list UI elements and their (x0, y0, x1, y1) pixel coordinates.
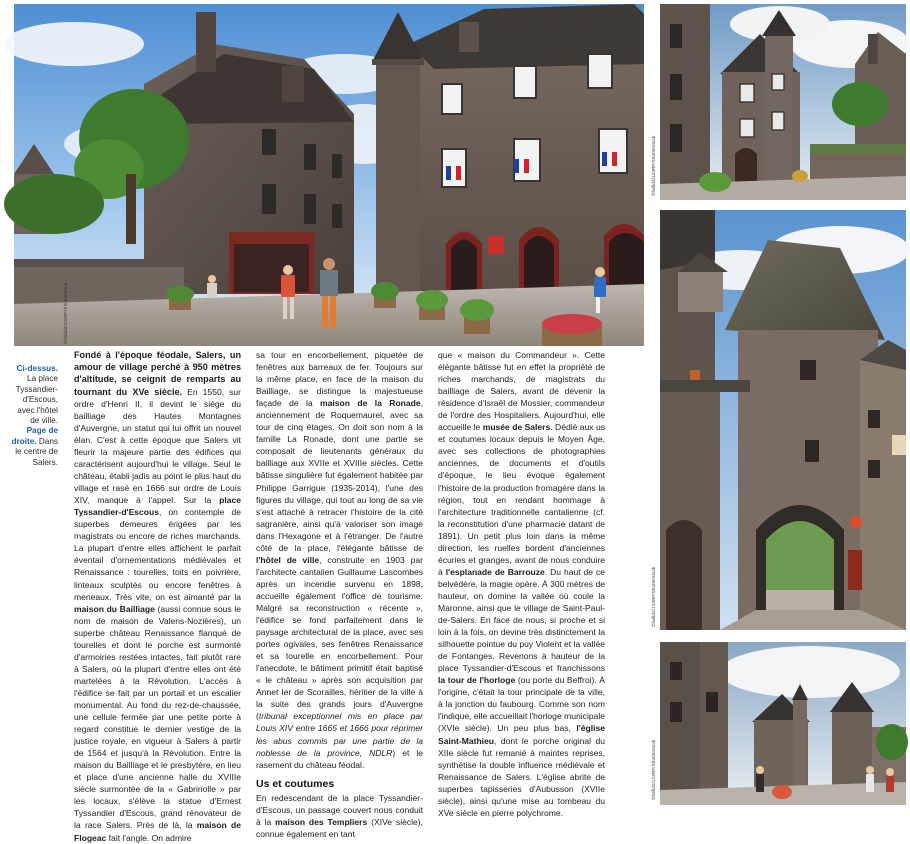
caption-right-text: Dans le centre de Salers. (15, 436, 58, 467)
article-column-1 (74, 349, 241, 844)
col2-text-2: , anciennement de Roquemaurel, avec sa tour de cinq étages. On doit son nom à la famille La Ronade, dont une partie se composait de lieutenants généraux du bailliage aux XVIIe et XVIIIe siècles. Cette bâtisse singulière fut également habitée par Philippe Garrigue (1935-2014), l'une des figures du village, qui tout au long de sa vie s'est attaché à retracer l'histoire de la cité sagranière, ainsi qu'à valoriser son image dans l'Hexagone et à l'étranger. De l'autre côté de la place, l'élégante bâtisse de (256, 398, 423, 553)
tour-horloge-name: la tour de l'horloge (438, 675, 516, 686)
col2-text-1: sa tour en encorbellement, piquetée de fenêtres aux barreaux de fer. Toujours sur la même place, en face de la maison du Bailliage, se distingue la majestueuse façade de la (256, 350, 423, 409)
caption-right-label: Page de droite. (11, 426, 58, 446)
col3-text-1: que « maison du Commandeur ». Cette élégante bâtisse fut en effet la propriété de riches marchands, de magistrats du bailliage de Salers, avant de devenir la résidence d'Israël de Mossier, commandeur de l'ordre des Hospitaliers. Aujourd'hui, elle accueille le (438, 350, 605, 433)
photo-credit-right-top: ©hafid2/123RF/Shutterstock (651, 135, 656, 196)
photo-salers-square-bottom (660, 642, 906, 805)
col3-text-2: . Dédié aux us et coutumes locaux depuis le Moyen Âge, avec ses collections de photographies anciennes, de documents et d'outils d'époque, le lieu évoque également l'histoire de la production fromagère dans la région, tout en rendant hommage à l'architecture traditionnelle cantalienne (cf. la reconstitution d'une pharmacie datant de 1891). Un petit plus loin dans la même direction, les ruelles bordent d'anciennes écuries et granges, avant de nous conduire à (438, 422, 605, 577)
maison-flogeac-name: maison de Flogeac (74, 820, 241, 843)
subheading-us-et-coutumes: Us et coutumes (256, 777, 335, 790)
col2-text-5: En redescendant de la place Tyssandier-d'Escous, un passage couvert nous conduit à la (256, 792, 423, 827)
hotel-ville-name: l'hôtel de ville (256, 554, 320, 565)
col3-text-4: (ou porte du Beffroi). À l'origine, c'était la tour principale de la ville, à la jonction du faubourg. Comme son nom l'indique, elle accueillait l'horloge municipale (XVIe siècle). Un peu plus bas, (438, 675, 605, 734)
col1-text-2: , on contemple de superbes demeures érigées par les magistrats ou encore de riches marchands. La plupart d'entre elles affichent le parfait éventail d'ornementations médiévales et Renaissance : tourelles, toits en poivrière, linteaux sculptés ou encore fenêtres à meneaux. Très vite, on est aimanté par la (74, 507, 241, 602)
eglise-saint-mathieu-name: l'église Saint-Mathieu (438, 723, 605, 746)
col2-text-6: (XIVe siècle), connue également en tant (256, 816, 423, 839)
caption-above-label: Ci-dessus. (16, 364, 58, 373)
caption-above-text: La place Tyssandier-d'Escous, avec l'hôtel de ville. (15, 374, 58, 426)
photo-caption (10, 364, 58, 468)
maison-ronade-name: maison de la Ronade (320, 398, 421, 409)
col3-text-5: , dont le porche original du XIIe siècle fut remanié à maintes reprises, synthétise la double influence médiévale et Renaissance de Salers. L'église abrite de superbes tapisseries d'Aubusson (XVIIe siècle), ainsi qu'une mise au tombeau du XVe siècle en pierre polychrome. (438, 735, 605, 818)
photo-credit-right-middle: ©hafid2/123RF/Shutterstock (651, 566, 656, 627)
article-column-2 (256, 349, 423, 840)
col2-text-3: , construite en 1903 par l'architecte cantalien Guillaume Lascombes après un incendie survenu en 1898, accueille également l'office de tourisme. Malgré sa reconstruction « récente », l'édifice se fond parfaitement dans le paysage architectural de la place, avec ses portes ogivales, ses fenêtres Renaissance et sa tourelle en encorbellement. Pour l'anecdote, le bâtiment primitif était baptisé « le château » après son acquisition par Annet Ier de Scorailles, héritier de la ville à la suite des grands jours d'Auvergne ( (256, 554, 423, 722)
col2-text-4: ) et le rasement du château féodal. (256, 747, 423, 770)
esplanade-barrouze-name: l'esplanade de Barrouze (445, 566, 545, 577)
col1-text-3: (aussi connue sous le nom de maison de Valens-Nozières), un superbe château Renaissance flanqué de tourelles et dont le porche est surmonté d'armoiries restées intactes, fait plutôt rare à Salers, où la plupart d'entre elles ont été martelées à la Révolution. L'accès à l'édifice se fait par un portail et un escalier monumental. Au fond du rez-de-chaussée, une cellule fermée par une petite porte à regard constitue le dernier vestige de la justice royale, en vigueur à Salers à partir de 1564 et jusqu'à la Révolution. Entre la maison du Bailliage et le presbytère, en lieu et place d'une ancienne halle du XVIIIe siècle surmontée de la « Gabrinolle » par les locaux, s'élève la statue d'Ernest Tyssandier d'Escous, grand rénovateur de la race Salers. Près de là, la (74, 603, 241, 831)
place-tyssandier-link: place Tyssandier-d'Escous (74, 495, 241, 518)
photo-salers-tower-street (660, 4, 906, 200)
photo-tour-de-l-horloge (660, 210, 906, 630)
col1-text-4: fait l'angle. On admire (106, 832, 192, 843)
main-photo-place-tyssandier (14, 4, 644, 346)
photo-credit-main: ©Hafid2/123RF/Shutterstock (63, 282, 68, 344)
col1-text-1: En 1550, sur ordre d'Henri II, il devint le siège du bailliage des Hautes Montagnes d'Auvergne, un statut qui lui offrit un nouvel élan. C'est à cette époque que Salers vit fleurir la majeure partie des édifices qui caractérisent aujourd'hui le village. Seul le château, établi jadis au point le plus haut du village et rasé en 1666 sur ordre de Louis XIV, manque à l'appel. Sur la (74, 386, 242, 506)
maison-bailliage-name: maison du Bailliage (74, 603, 155, 614)
maison-templiers-name: maison des Templiers (275, 816, 368, 827)
col2-italic-note: tribunal exceptionnel mis en place par Louis XIV entre 1665 et 1666 pour réprimer les abus commis par une partie de la noblesse de la province, NDLR (256, 711, 423, 758)
musee-salers-name: musée de Salers (482, 422, 551, 433)
article-lead: Fondé à l'époque féodale, Salers, un amour de village perché à 950 mètres d'altitude, se ceignit de remparts au tournant du XVe siècle. (74, 350, 241, 397)
article-column-3 (438, 349, 605, 819)
col3-text-3: . Du haut de ce belvédère, la magie opère. À 300 mètres de hauteur, on domine la vallée où coule la Maronne, ainsi que le village de Saint-Paul-de-Salers. En face de nous, si proche et si loin à la fois, on devine très distinctement la silhouette pointue du puy Violent et la vallée de Fontanges. Revenons à hauteur de la place Tyssandier-d'Escous et franchissons (438, 566, 605, 674)
photo-credit-right-bottom: ©hafid2/123RF/Shutterstock (651, 739, 656, 800)
